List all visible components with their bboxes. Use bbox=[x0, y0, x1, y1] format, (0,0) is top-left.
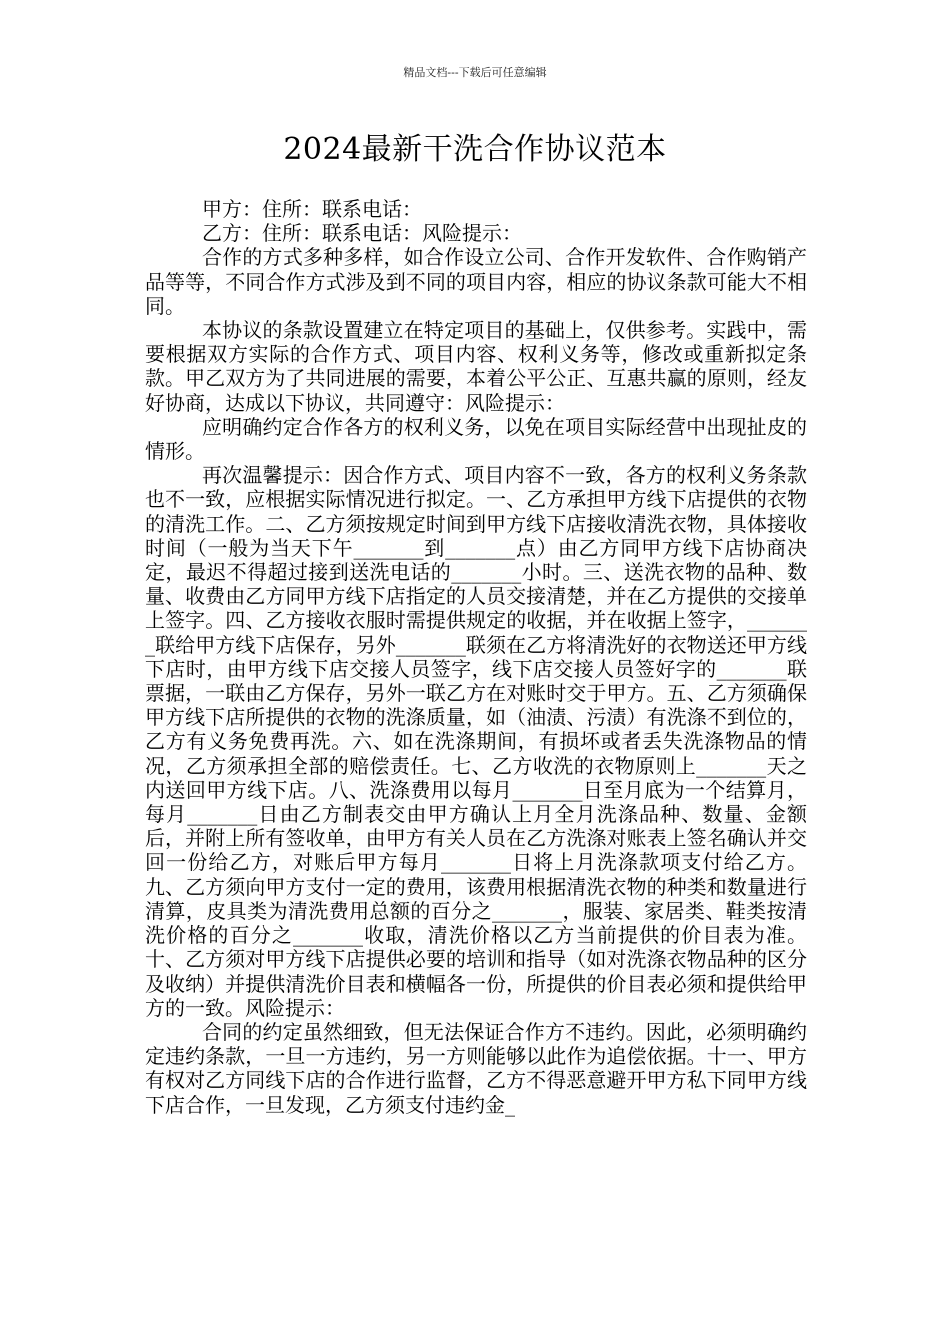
document-body bbox=[145, 197, 807, 1117]
body-paragraph: 本协议的条款设置建立在特定项目的基础上，仅供参考。实践中，需要根据双方实际的合作方式、项目内容、权利义务等，修改或重新拟定条款。甲乙双方为了共同进展的需要，本着公平公正、互惠共赢的原则，经友好协商，达成以下协议，共同遵守：风险提示： bbox=[145, 318, 807, 415]
page-header: 精品文档---下载后可任意编辑 bbox=[403, 66, 547, 79]
body-paragraph: 合同的约定虽然细致，但无法保证合作方不违约。因此，必须明确约定违约条款，一旦一方违约，另一方则能够以此作为追偿依据。十一、甲方有权对乙方同线下店的合作进行监督，乙方不得恶意避开甲方私下同甲方线下店合作，一旦发现，乙方须支付违约金_ bbox=[145, 1019, 807, 1117]
party-b-line: 乙方：住所：联系电话：风险提示： bbox=[202, 221, 522, 246]
body-paragraph: 应明确约定合作各方的权利义务，以免在项目实际经营中出现扯皮的情形。 bbox=[145, 414, 807, 464]
body-paragraph: 合作的方式多种多样，如合作设立公司、合作开发软件、合作购销产品等等，不同合作方式涉及到不同的项目内容，相应的协议条款可能大不相同。 bbox=[145, 245, 807, 318]
document-title: 2024最新干洗合作协议范本 bbox=[283, 132, 667, 167]
party-a-line: 甲方：住所：联系电话： bbox=[202, 197, 422, 221]
body-paragraph: 再次温馨提示：因合作方式、项目内容不一致，各方的权利义务条款也不一致，应根据实际情况进行拟定。一、乙方承担甲方线下店提供的衣物的清洗工作。二、乙方须按规定时间到甲方线下店接收清洗衣物，具体接收时间（一般为当天下午_______到_______点）由乙方同甲方线下店协商决定，最迟不得超过接到送洗电话的_______小时。三、送洗衣物的品种、数量、收费由乙方同甲方线下店指定的人员交接清楚，并在乙方提供的交接单上签字。四、乙方接收衣服时需提供规定的收据，并在收据上签字，_______联给甲方线下店保存，另外_______联须在乙方将清洗好的衣物送还甲方线下店时，由甲方线下店交接人员签字，线下店交接人员签好字的_______联票据，一联由乙方保存，另外一联乙方在对账时交于甲方。五、乙方须确保甲方线下店所提供的衣物的洗涤质量，如（油渍、污渍）有洗涤不到位的，乙方有义务免费再洗。六、如在洗涤期间，有损坏或者丢失洗涤物品的情况，乙方须承担全部的赔偿责任。七、乙方收洗的衣物原则上_______天之内送回甲方线下店。八、洗涤费用以每月_______日至月底为一个结算月，每月_______日由乙方制表交由甲方确认上月全月洗涤品种、数量、金额后，并附上所有签收单，由甲方有关人员在乙方洗涤对账表上签名确认并交回一份给乙方，对账后甲方每月_______日将上月洗涤款项支付给乙方。九、乙方须向甲方支付一定的费用，该费用根据清洗衣物的种类和数量进行清算，皮具类为清洗费用总额的百分之_______，服装、家居类、鞋类按清洗价格的百分之_______收取，清洗价格以乙方当前提供的价目表为准。十、乙方须对甲方线下店提供必要的培训和指导（如对洗涤衣物品种的区分及收纳）并提供清洗价目表和横幅各一份，所提供的价目表必须和提供给甲方的一致。风险提示： bbox=[145, 463, 807, 1020]
